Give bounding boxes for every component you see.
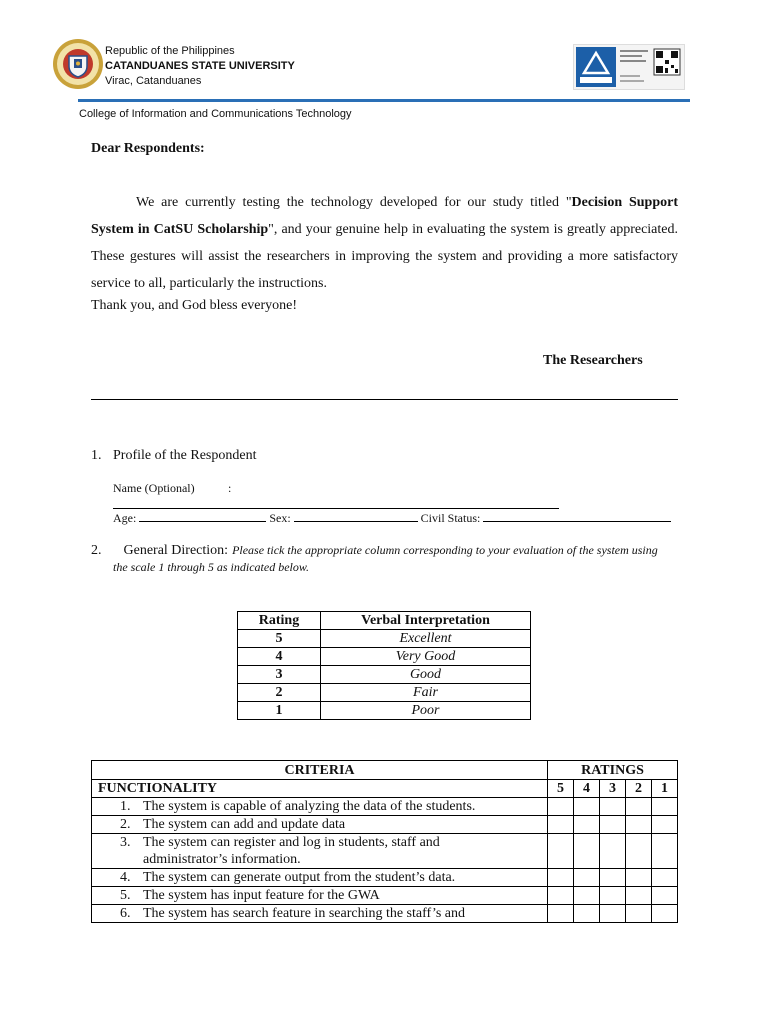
rating-checkbox-cell[interactable] <box>574 816 600 834</box>
section-divider <box>91 399 678 400</box>
tuv-certification-badge <box>573 44 685 90</box>
rating-checkbox-cell[interactable] <box>574 869 600 887</box>
civil-status-field[interactable] <box>483 509 671 522</box>
rating-value: 1 <box>238 702 321 720</box>
signature: The Researchers <box>543 353 643 368</box>
criterion-cell <box>92 869 548 887</box>
category-row <box>92 780 678 798</box>
sex-field[interactable] <box>294 509 418 522</box>
section-title: General Direction: <box>123 543 229 558</box>
intro-text-before: We are currently testing the technology developed for our study titled " <box>136 195 572 210</box>
rating-checkbox-cell[interactable] <box>626 905 652 923</box>
civil-status-label: Civil Status: <box>420 511 481 525</box>
criteria-header: CRITERIA <box>92 761 548 780</box>
rating-checkbox-cell[interactable] <box>574 905 600 923</box>
column-header: Rating <box>238 612 321 630</box>
intro-paragraph <box>91 189 678 297</box>
rating-checkbox-cell[interactable] <box>574 834 600 869</box>
criterion-number: 5. <box>120 888 131 903</box>
name-label: Name (Optional) <box>113 481 195 495</box>
criteria-table <box>91 760 678 923</box>
criterion-cell <box>92 834 548 869</box>
rating-meaning: Very Good <box>321 648 531 666</box>
criterion-text: The system has search feature in searching the staff’s and <box>143 906 466 921</box>
criterion-text: The system can register and log in students, staff and <box>143 835 440 850</box>
demographics-row <box>113 509 671 526</box>
table-row <box>92 816 678 834</box>
direction-instruction: Please tick the appropriate column corresponding to your evaluation of the system using <box>232 543 658 557</box>
name-colon: : <box>228 481 232 495</box>
table-row <box>238 666 531 684</box>
criterion-text: The system has input feature for the GWA <box>143 888 380 903</box>
section-number: 2. <box>91 543 102 558</box>
age-field[interactable] <box>139 509 266 522</box>
direction-instruction-cont: the scale 1 through 5 as indicated below. <box>113 560 309 574</box>
column-header: Verbal Interpretation <box>321 612 531 630</box>
criterion-text: The system can add and update data <box>143 817 346 832</box>
rating-meaning: Poor <box>321 702 531 720</box>
rating-checkbox-cell[interactable] <box>652 905 678 923</box>
rating-checkbox-cell[interactable] <box>626 834 652 869</box>
rating-value: 5 <box>238 630 321 648</box>
criterion-text: The system is capable of analyzing the data of the students. <box>143 799 476 814</box>
category-label: FUNCTIONALITY <box>92 780 548 798</box>
rating-value: 4 <box>238 648 321 666</box>
criterion-cell <box>92 798 548 816</box>
rating-meaning: Fair <box>321 684 531 702</box>
rating-checkbox-cell[interactable] <box>652 816 678 834</box>
rating-checkbox-cell[interactable] <box>600 869 626 887</box>
rating-checkbox-cell[interactable] <box>600 798 626 816</box>
college-name: College of Information and Communications Technology <box>79 108 352 120</box>
criterion-text: The system can generate output from the student’s data. <box>143 870 456 885</box>
rating-meaning: Good <box>321 666 531 684</box>
table-row <box>238 684 531 702</box>
section-number: 1. <box>91 448 102 463</box>
criterion-number: 3. <box>120 835 131 850</box>
criterion-cell <box>92 887 548 905</box>
salutation: Dear Respondents: <box>91 141 205 156</box>
table-row <box>238 702 531 720</box>
criterion-number: 4. <box>120 870 131 885</box>
table-row <box>238 630 531 648</box>
rating-checkbox-cell[interactable] <box>548 816 574 834</box>
table-row <box>92 798 678 816</box>
table-row <box>92 905 678 923</box>
rating-checkbox-cell[interactable] <box>652 869 678 887</box>
ratings-header: RATINGS <box>548 761 678 780</box>
scale-header: 4 <box>574 780 600 798</box>
scale-header: 5 <box>548 780 574 798</box>
rating-scale-table <box>237 611 531 720</box>
rating-checkbox-cell[interactable] <box>626 887 652 905</box>
rating-value: 3 <box>238 666 321 684</box>
scale-header: 2 <box>626 780 652 798</box>
rating-checkbox-cell[interactable] <box>626 798 652 816</box>
rating-value: 2 <box>238 684 321 702</box>
table-row <box>238 648 531 666</box>
intro-text-after: ", and your genuine help in evaluating the system is greatly appreciated. These gestures will assist the researchers in improving the system and providing a more satisfactory service to all, particularly the instructions. <box>91 222 678 291</box>
rating-checkbox-cell[interactable] <box>574 887 600 905</box>
study-title: Decision Support System in CatSU Scholarship <box>91 195 678 237</box>
table-row <box>92 834 678 869</box>
rating-checkbox-cell[interactable] <box>652 798 678 816</box>
section-title: Profile of the Respondent <box>113 448 257 463</box>
header-location: Virac, Catanduanes <box>105 75 202 87</box>
criterion-cell <box>92 816 548 834</box>
rating-checkbox-cell[interactable] <box>626 816 652 834</box>
table-row <box>92 887 678 905</box>
criterion-number: 2. <box>120 817 131 832</box>
rating-checkbox-cell[interactable] <box>652 834 678 869</box>
university-seal-logo <box>52 38 104 90</box>
scale-header: 3 <box>600 780 626 798</box>
rating-checkbox-cell[interactable] <box>626 869 652 887</box>
header-university-name: CATANDUANES STATE UNIVERSITY <box>105 60 295 72</box>
rating-checkbox-cell[interactable] <box>574 798 600 816</box>
table-row <box>92 869 678 887</box>
scale-header: 1 <box>652 780 678 798</box>
criterion-cell <box>92 905 548 923</box>
rating-checkbox-cell[interactable] <box>600 887 626 905</box>
rating-checkbox-cell[interactable] <box>652 887 678 905</box>
section-profile <box>91 448 257 464</box>
criterion-number: 6. <box>120 906 131 921</box>
header-divider <box>78 99 690 102</box>
rating-checkbox-cell[interactable] <box>600 834 626 869</box>
age-label: Age: <box>113 511 137 525</box>
sex-label: Sex: <box>269 511 291 525</box>
rating-checkbox-cell[interactable] <box>548 834 574 869</box>
rating-checkbox-cell[interactable] <box>548 798 574 816</box>
rating-checkbox-cell[interactable] <box>548 887 574 905</box>
header-country: Republic of the Philippines <box>105 45 235 57</box>
rating-checkbox-cell[interactable] <box>548 905 574 923</box>
rating-checkbox-cell[interactable] <box>600 905 626 923</box>
table-header-row <box>238 612 531 630</box>
criterion-text-cont: administrator’s information. <box>143 852 301 867</box>
rating-meaning: Excellent <box>321 630 531 648</box>
rating-checkbox-cell[interactable] <box>548 869 574 887</box>
rating-checkbox-cell[interactable] <box>600 816 626 834</box>
table-header-row <box>92 761 678 780</box>
criterion-number: 1. <box>120 799 131 814</box>
section-direction <box>91 541 681 574</box>
closing-thanks: Thank you, and God bless everyone! <box>91 298 298 313</box>
